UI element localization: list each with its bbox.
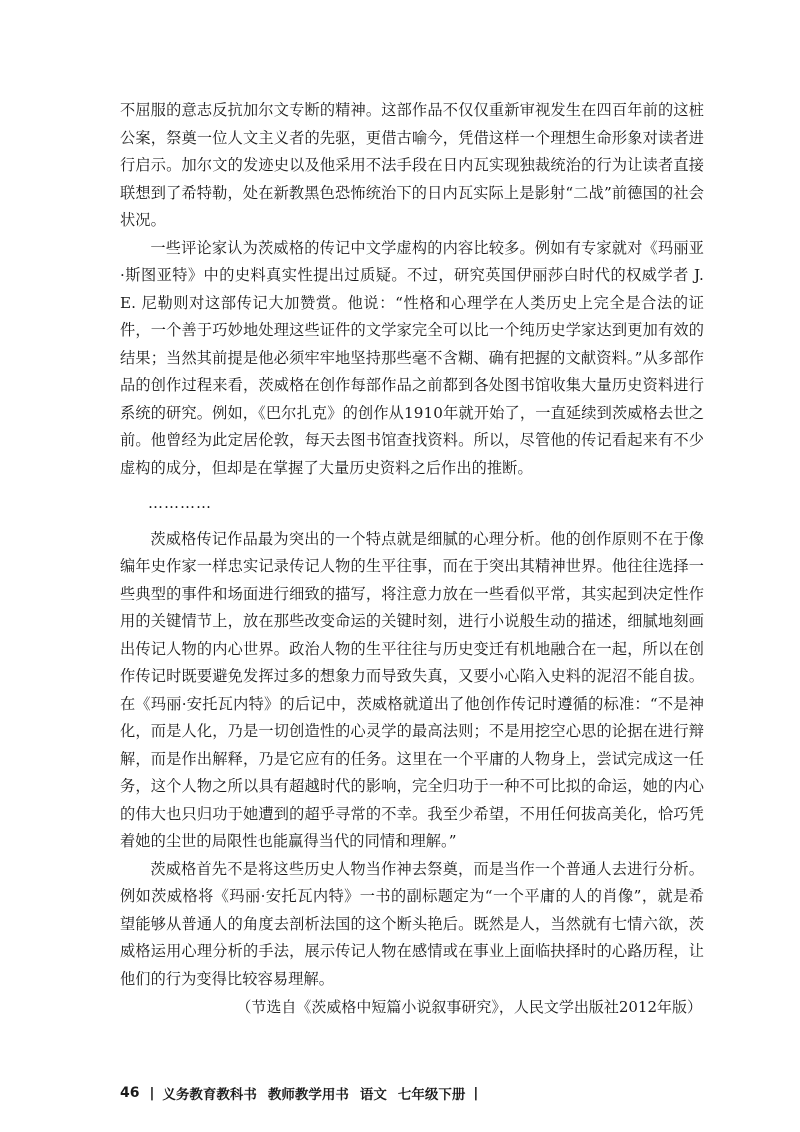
omission-mark: …………	[148, 494, 212, 512]
source-citation: （节选自《茨威格中短篇小说叙事研究》，人民文学出版社2012年版）	[236, 998, 702, 1016]
footer-book-type: 教师教学用书	[267, 1087, 349, 1103]
paragraph-1: 不屈服的意志反抗加尔文专断的精神。这部作品不仅仅重新审视发生在四百年前的这桩公案，祭奠一位人文主义者的先驱，更借古喻今，凭借这样一个理想生命形象对读者进行启示。加尔文的发迹史以及他采用不法手段在日内瓦实现独裁统治的行为让读者直接联想到了希特勒，处在新教黑色恐怖统治下的日内瓦实际上是影射“二战”前德国的社会状况。	[120, 101, 704, 229]
footer-subject: 语文	[359, 1087, 387, 1103]
page-footer	[120, 1082, 478, 1104]
footer-separator-end: |	[473, 1085, 479, 1101]
document-body	[120, 97, 704, 1021]
footer-series: 义务教育教科书	[162, 1087, 257, 1103]
footer-grade: 七年级下册	[397, 1087, 466, 1103]
paragraph-2: 一些评论家认为茨威格的传记中文学虚构的内容比较多。例如有专家就对《玛丽亚·斯图亚特》中的史料真实性提出过质疑。不过，研究英国伊丽莎白时代的权威学者 J. E. 尼勒则对这部传记大加赞赏。他说：“性格和心理学在人类历史上完全是合法的证件，一个善于巧妙地处理这些证件的文学家完全可以比一个纯历史学家达到更加有效的结果；当然其前提是他必须牢牢地坚持那些毫不含糊、确有把握的文献资料。”从多部作品的创作过程来看，茨威格在创作每部作品之前都到各处图书馆收集大量历史资料进行系统的研究。例如，《巴尔扎克》的创作从1910年就开始了，一直延续到茨威格去世之前。他曾经为此定居伦敦，每天去图书馆查找资料。所以，尽管他的传记看起来有不少虚构的成分，但却是在掌握了大量历史资料之后作出的推断。	[120, 238, 704, 477]
footer-separator: |	[149, 1085, 155, 1101]
paragraph-3: 茨威格传记作品最为突出的一个特点就是细腻的心理分析。他的创作原则不在于像编年史作家一样忠实记录传记人物的生平往事，而在于突出其精神世界。他往往选择一些典型的事件和场面进行细致的描写，将注意力放在一些看似平常，其实起到决定性作用的关键情节上，放在那些改变命运的关键时刻，进行小说般生动的描述，细腻地刻画出传记人物的内心世界。政治人物的生平往往与历史变迁有机地融合在一起，所以在创作传记时既要避免发挥过多的想象力而导致失真，又要小心陷入史料的泥沼不能自拔。在《玛丽·安托瓦内特》的后记中，茨威格就道出了他创作传记时遵循的标准：“不是神化，而是人化，乃是一切创造性的心灵学的最高法则；不是用挖空心思的论据在进行辩解，而是作出解释，乃是它应有的任务。这里在一个平庸的人物身上，尝试完成这一任务，这个人物之所以具有超越时代的影响，完全归功于一种不可比拟的命运，她的内心的伟大也只归功于她遭到的超乎寻常的不幸。我至少希望，不用任何拔高美化，恰巧凭着她的尘世的局限性也能赢得当代的同情和理解。”	[120, 529, 704, 850]
page-number: 46	[120, 1085, 140, 1101]
paragraph-4: 茨威格首先不是将这些历史人物当作神去祭奠，而是当作一个普通人去进行分析。例如茨威格将《玛丽·安托瓦内特》一书的副标题定为“一个平庸的人的肖像”，就是希望能够从普通人的角度去剖析法国的这个断头艳后。既然是人，当然就有七情六欲，茨威格运用心理分析的手法，展示传记人物在感情或在事业上面临抉择时的心路历程，让他们的行为变得比较容易理解。	[120, 859, 704, 988]
